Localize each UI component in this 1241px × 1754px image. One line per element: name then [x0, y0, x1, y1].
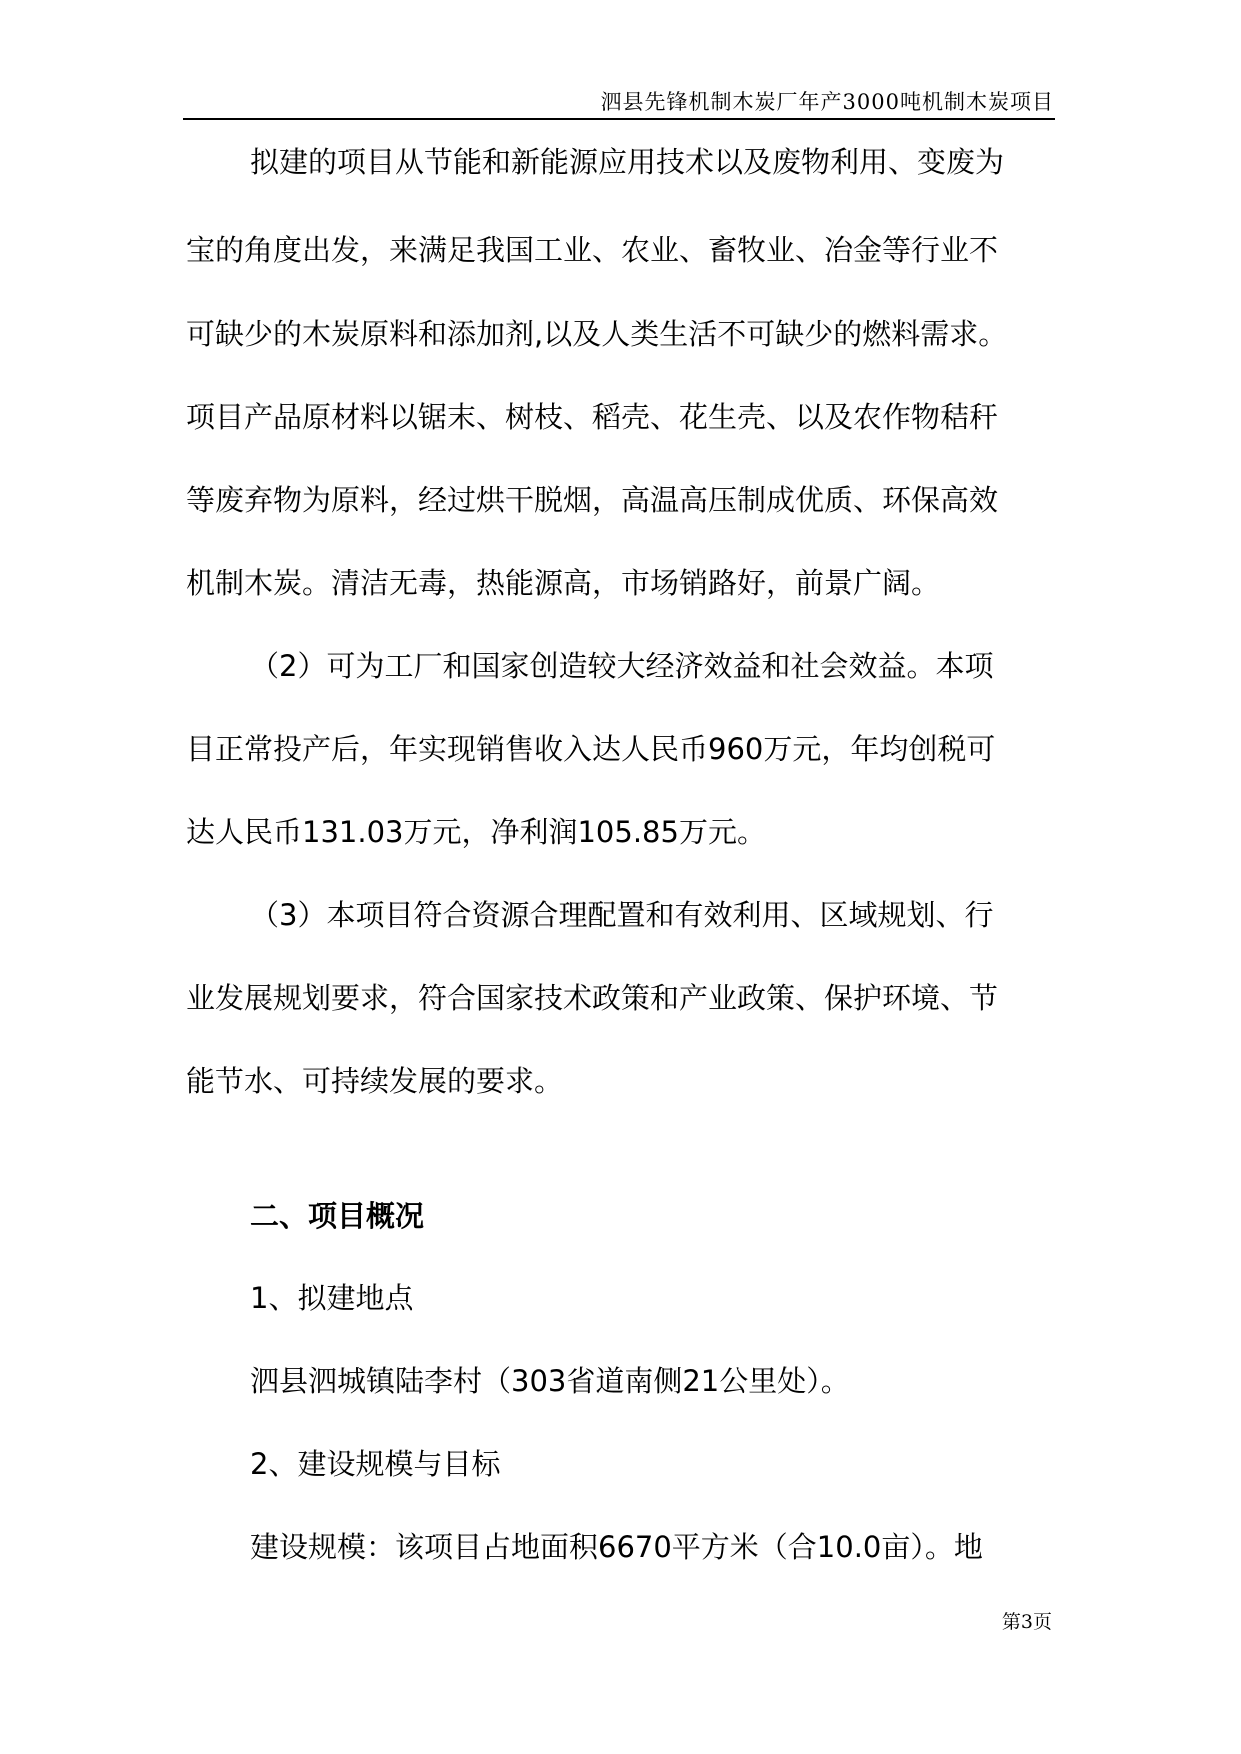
paragraph-line: 能节水、可持续发展的要求。: [186, 1064, 564, 1098]
paragraph-line: 目正常投产后，年实现销售收入达人民币960万元，年均创税可: [186, 732, 996, 766]
paragraph-line: 达人民币131.03万元，净利润105.85万元。: [186, 815, 766, 849]
paragraph-line: 等废弃物为原料，经过烘干脱烟，高温高压制成优质、环保高效: [186, 483, 999, 517]
paragraph-line: 可缺少的木炭原料和添加剂,以及人类生活不可缺少的燃料需求。: [186, 317, 1008, 351]
paragraph-line: 业发展规划要求，符合国家技术政策和产业政策、保护环境、节: [186, 981, 999, 1015]
subsection-title: 2、建设规模与目标: [250, 1447, 501, 1481]
paragraph-line: 项目产品原材料以锯末、树枝、稻壳、花生壳、以及农作物秸秆: [186, 400, 999, 434]
header-divider: [183, 118, 1055, 120]
paragraph-line: （3）本项目符合资源合理配置和有效利用、区域规划、行: [250, 898, 994, 932]
paragraph-line: 机制木炭。清洁无毒，热能源高，市场销路好，前景广阔。: [186, 566, 941, 600]
paragraph-line: 拟建的项目从节能和新能源应用技术以及废物利用、变废为: [250, 145, 1005, 179]
running-header: 泗县先锋机制木炭厂年产3000吨机制木炭项目: [600, 90, 1054, 114]
paragraph-line: 宝的角度出发，来满足我国工业、农业、畜牧业、冶金等行业不: [186, 233, 999, 267]
section-heading: 二、项目概况: [250, 1199, 425, 1233]
paragraph-line: 泗县泗城镇陆李村（303省道南侧21公里处）。: [250, 1364, 850, 1398]
paragraph-line: （2）可为工厂和国家创造较大经济效益和社会效益。本项: [250, 649, 994, 683]
subsection-title: 1、拟建地点: [250, 1281, 414, 1315]
paragraph-line: 建设规模：该项目占地面积6670平方米（合10.0亩）。地: [250, 1530, 983, 1564]
page-number: 第3页: [1001, 1611, 1052, 1633]
